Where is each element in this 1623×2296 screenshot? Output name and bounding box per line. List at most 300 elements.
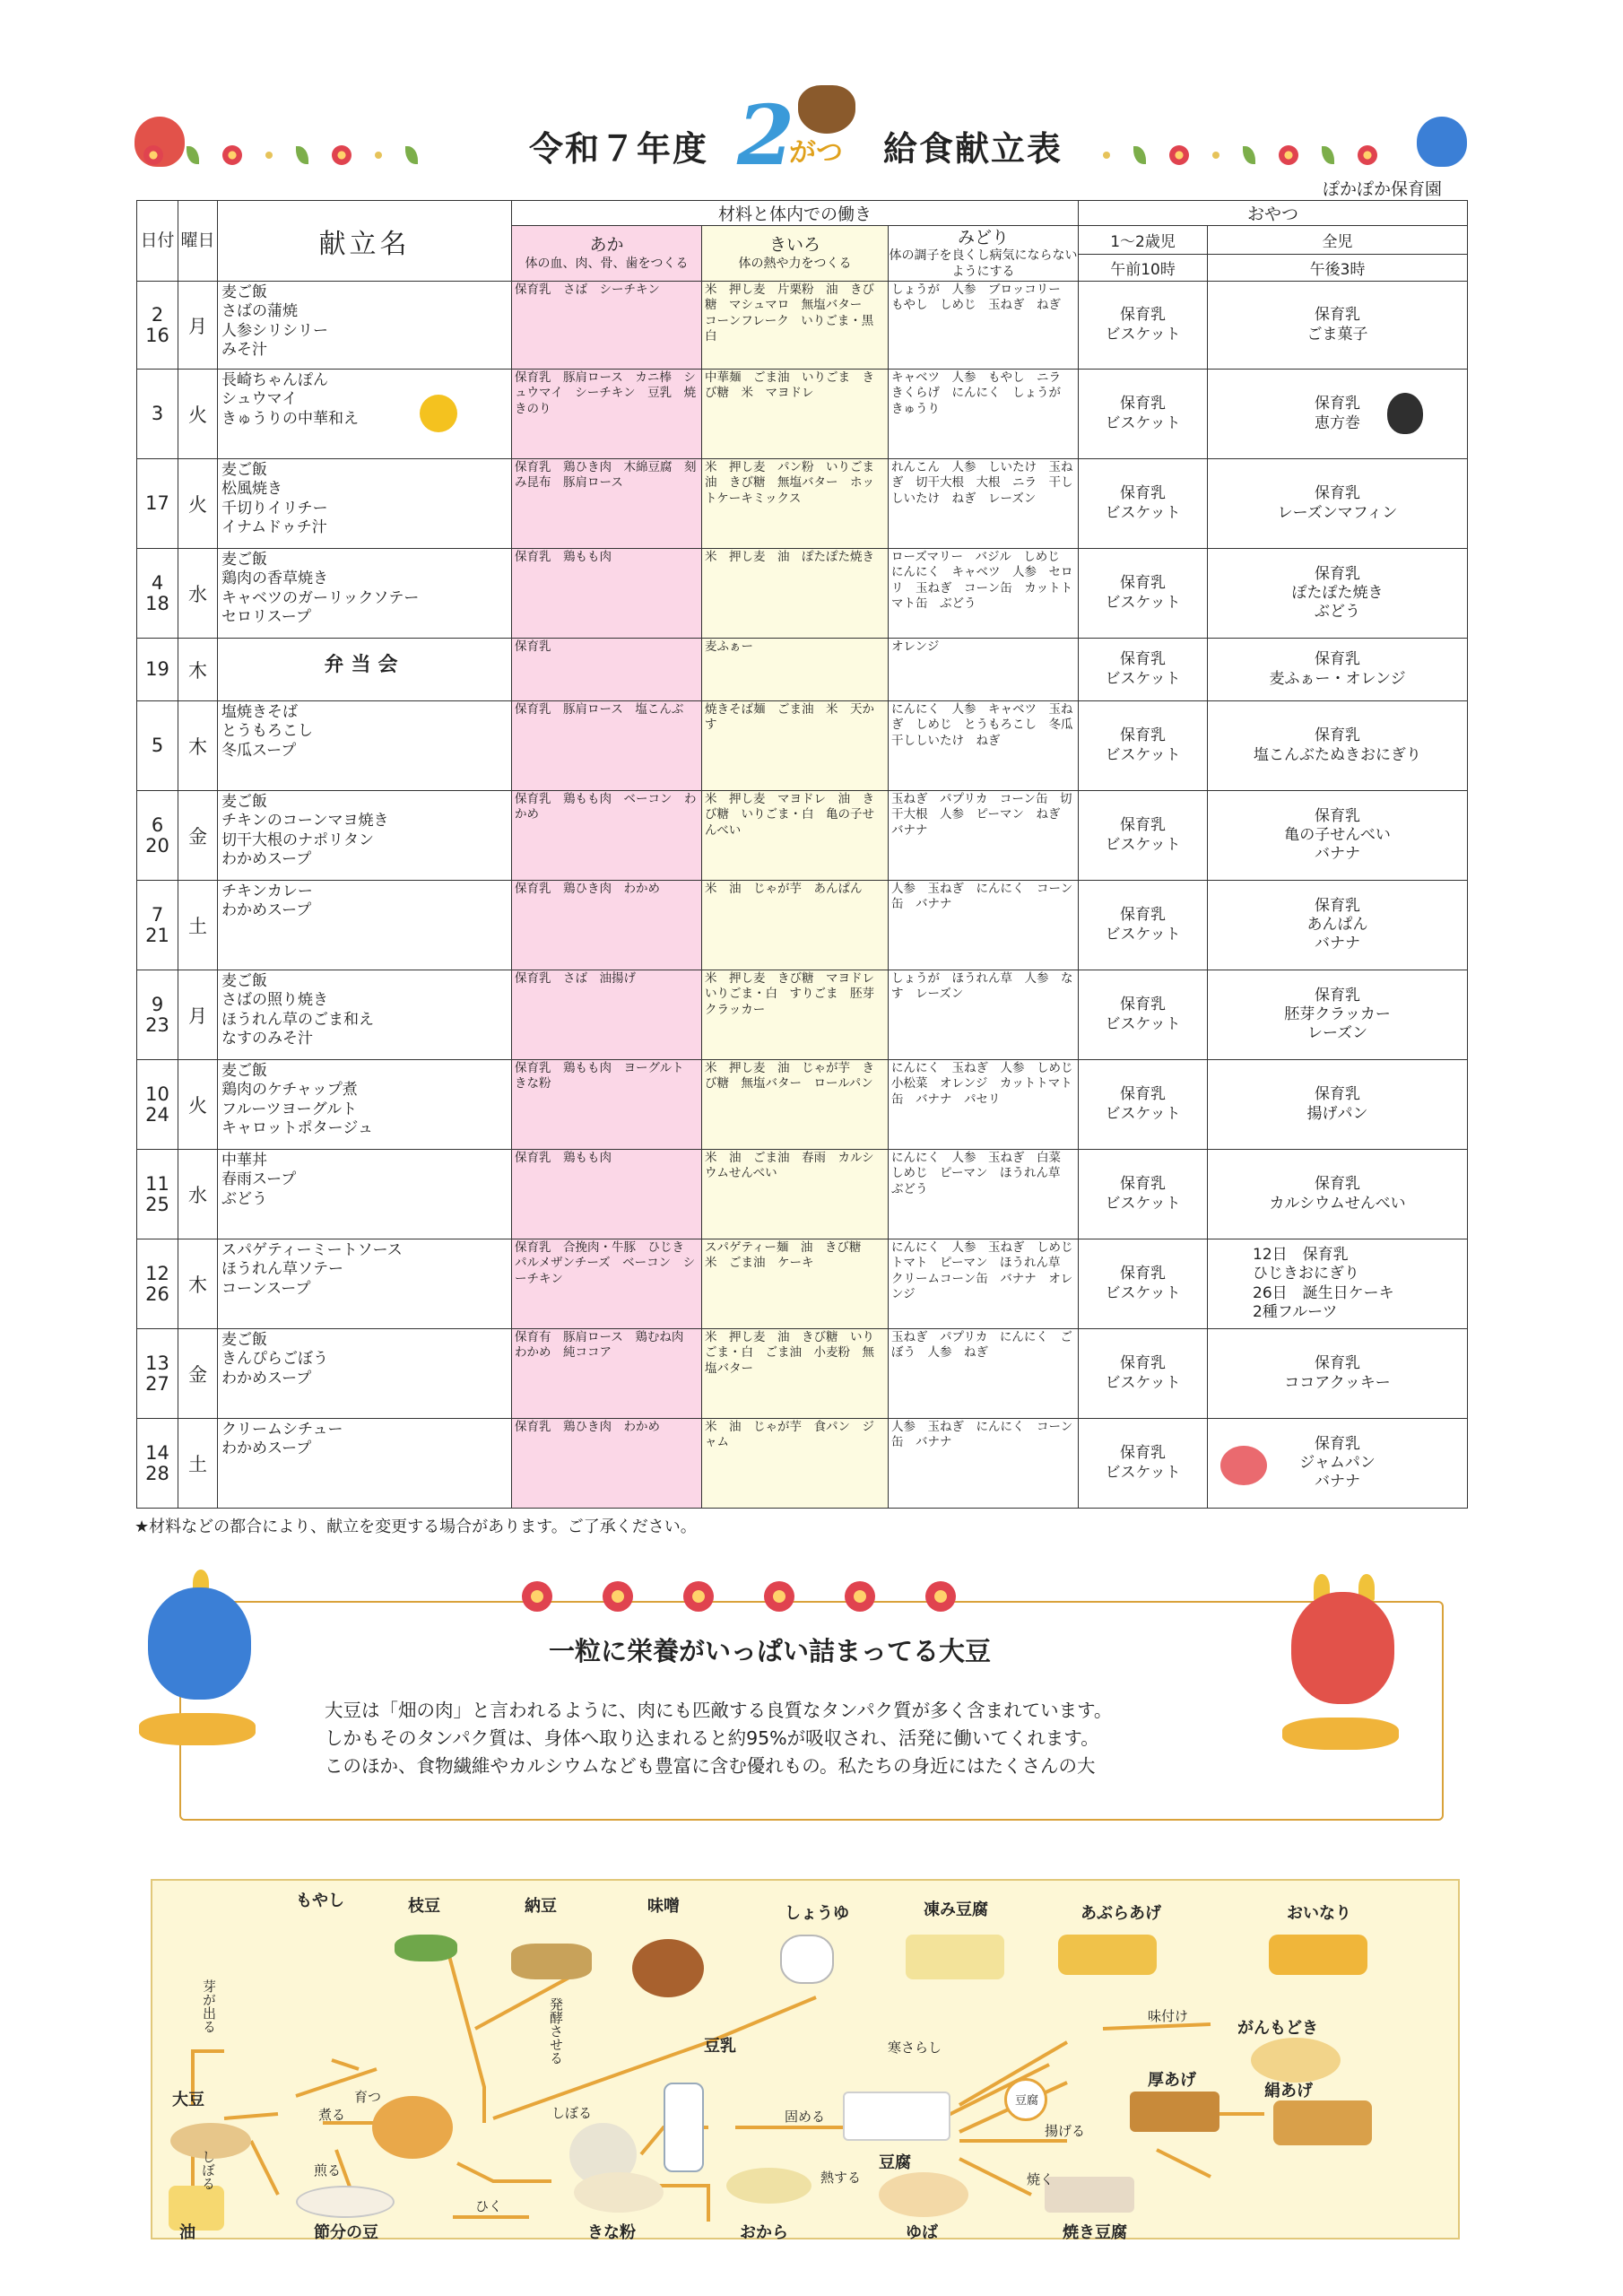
chick-icon <box>420 395 457 432</box>
dishes-cell <box>218 701 512 791</box>
day-number: 17 <box>145 492 169 515</box>
plum-flower-icon <box>1358 145 1377 165</box>
snack-item: ビスケット <box>1105 1104 1181 1123</box>
snack-item: 保育乳 <box>1315 806 1361 825</box>
midori-ingredients-cell: しょうが 人参 ブロッコリー もやし しめじ 玉ねぎ ねぎ <box>889 282 1079 370</box>
day-cell <box>137 791 178 881</box>
plum-flower-icon <box>683 1581 714 1612</box>
tiger-belt-icon <box>1282 1718 1399 1750</box>
snack-item: 保育乳 <box>1120 996 1167 1014</box>
oni-head-icon <box>1291 1592 1394 1704</box>
action-hiku: ひく <box>475 2198 503 2214</box>
dish-name: 冬瓜スープ <box>221 741 297 760</box>
dish-name: 麦ご飯 <box>221 283 267 301</box>
snack-all-cell <box>1208 970 1468 1060</box>
header-aka: あか 体の血、肉、骨、歯をつくる <box>512 226 702 282</box>
header-menu-name: 献立名 <box>218 201 512 282</box>
dish-name: わかめスープ <box>221 849 312 868</box>
dishes-cell <box>218 370 512 459</box>
kiiro-ingredients-cell: 焼きそば麺 ごま油 米 天かす <box>702 701 889 791</box>
snack-item: あんぱん <box>1306 915 1368 934</box>
dow-cell: 月 <box>178 970 218 1060</box>
dish-name: 切干大根のナポリタン <box>221 831 374 849</box>
arrow-line <box>457 2163 551 2181</box>
day-number: 12 <box>145 1263 169 1285</box>
dow-cell: 水 <box>178 549 218 639</box>
article-title: 一粒に栄養がいっぱい詰まってる大豆 <box>549 1636 992 1666</box>
action-shiboru1: しぼる <box>200 2150 216 2190</box>
action-hakko: 発酵させる <box>548 1997 564 2065</box>
menu-row <box>137 370 1468 459</box>
snack-item: 保育乳 <box>1315 986 1361 1004</box>
midori-ingredients-cell: 人参 玉ねぎ にんにく コーン缶 バナナ <box>889 1419 1079 1509</box>
arrow-line <box>959 2159 1031 2195</box>
snack-young-cell <box>1079 791 1208 881</box>
dish-name: 松風焼き <box>221 480 282 499</box>
event-name: 弁当会 <box>324 654 405 676</box>
aka-ingredients-cell: 保育乳 鶏もも肉 <box>512 549 702 639</box>
day-number: 19 <box>145 658 169 681</box>
snack-item: ビスケット <box>1105 835 1181 854</box>
action-kansarashi: 寒さらし <box>888 2039 942 2056</box>
midori-ingredients-cell: 人参 玉ねぎ にんにく コーン缶 バナナ <box>889 881 1079 970</box>
midori-ingredients-cell: にんにく 人参 玉ねぎ 白菜 しめじ ピーマン ほうれん草 ぶどう <box>889 1150 1079 1239</box>
plum-flower-icon <box>1279 145 1298 165</box>
menu-rows <box>137 282 1468 1509</box>
ganmodoki-icon <box>1251 2038 1341 2083</box>
snack-item: レーズンマフィン <box>1277 503 1398 522</box>
kiiro-ingredients-cell: 米 押し麦 油 ぽたぽた焼き <box>702 549 889 639</box>
tiger-belt-icon <box>139 1713 256 1745</box>
kiiro-ingredients-cell: スパゲティー麺 油 きび糖 米 ごま油 ケーキ <box>702 1239 889 1329</box>
arrow-line <box>224 2114 278 2118</box>
pot-icon <box>372 2096 453 2159</box>
dish-name: イナムドゥチ汁 <box>221 517 327 536</box>
heart-bird-icon <box>1220 1446 1267 1485</box>
snack-item: 保育乳 <box>1120 574 1167 593</box>
midori-ingredients-cell: にんにく 玉ねぎ 人参 しめじ 小松菜 オレンジ カットトマト缶 バナナ パセリ <box>889 1060 1079 1150</box>
day-number: 24 <box>145 1103 169 1126</box>
dot-icon <box>375 152 382 159</box>
kiiro-ingredients-cell: 麦ふぁー <box>702 639 889 701</box>
day-cell <box>137 881 178 970</box>
day-cell <box>137 1150 178 1239</box>
snack-all-cell <box>1208 1329 1468 1419</box>
snack-young-cell <box>1079 1419 1208 1509</box>
snack-young-cell <box>1079 549 1208 639</box>
penguin-icon <box>1387 393 1423 434</box>
day-cell <box>137 1239 178 1329</box>
label-yuba: ゆば <box>906 2223 938 2242</box>
leaf-icon <box>187 146 199 164</box>
action-niru: 煮る <box>318 2107 346 2123</box>
snack-item: レーズン <box>1306 1024 1368 1043</box>
snack-item: バナナ <box>1315 1473 1361 1492</box>
day-number: 9 <box>151 994 164 1016</box>
dow-cell: 火 <box>178 370 218 459</box>
snack-young-cell <box>1079 459 1208 549</box>
day-cell <box>137 282 178 370</box>
action-ajitsuke: 味付け <box>1148 2008 1189 2024</box>
dish-name: 麦ご飯 <box>221 972 267 990</box>
action-shiboru2: しぼる <box>551 2105 593 2121</box>
plum-flower-icon <box>143 145 163 165</box>
nursery-name: ぽかぽか保育園 <box>1323 179 1443 199</box>
dow-cell: 水 <box>178 1150 218 1239</box>
blue-oni-icon <box>1417 117 1467 167</box>
snack-all-cell <box>1208 1419 1468 1509</box>
dish-name: きんぴらごぼう <box>221 1350 328 1369</box>
label-natto: 納豆 <box>525 1897 557 1916</box>
kiiro-ingredients-cell: 米 押し麦 油 きび糖 いりごま・白 ごま油 小麦粉 無塩バター <box>702 1329 889 1419</box>
plum-flower-icon <box>764 1581 794 1612</box>
dishes-cell <box>218 970 512 1060</box>
label-miso: 味噌 <box>647 1897 680 1916</box>
dish-name: わかめスープ <box>221 1439 312 1458</box>
menu-row <box>137 791 1468 881</box>
header-decoration-right <box>1103 137 1377 173</box>
aka-ingredients-cell: 保育乳 豚肩ロース 塩こんぶ <box>512 701 702 791</box>
aka-ingredients-cell: 保育乳 鶏ひき肉 わかめ <box>512 1419 702 1509</box>
dow-cell: 木 <box>178 701 218 791</box>
day-cell <box>137 1419 178 1509</box>
article-flowers <box>522 1581 956 1612</box>
leaf-icon <box>296 146 308 164</box>
kinuage-icon <box>1273 2100 1372 2145</box>
arrow-line <box>493 1997 816 2118</box>
aburaage-icon <box>1058 1935 1157 1975</box>
aka-ingredients-cell: 保育乳 <box>512 639 702 701</box>
snack-young-cell <box>1079 1150 1208 1239</box>
edamame-icon <box>395 1935 457 1961</box>
dot-icon <box>1212 152 1219 159</box>
plum-flower-icon <box>332 145 352 165</box>
header-snack-young: 1～2歳児 <box>1079 226 1208 255</box>
dish-name: フルーツヨーグルト <box>221 1100 358 1118</box>
dish-name: 麦ご飯 <box>221 461 267 479</box>
day-number: 6 <box>151 814 164 837</box>
snack-item: 保育乳 <box>1315 306 1361 325</box>
dish-name: 春雨スープ <box>221 1170 297 1189</box>
kiiro-ingredients-cell: 米 油 じゃが芋 あんぱん <box>702 881 889 970</box>
snack-item: ぽたぽた焼き <box>1291 583 1384 602</box>
snack-item: 恵方巻 <box>1315 413 1361 432</box>
dish-name: 人参シリシリー <box>221 321 328 340</box>
label-daizu: 大豆 <box>172 2091 204 2109</box>
snack-item: 亀の子せんべい <box>1284 825 1391 844</box>
snack-item: 保育乳 <box>1315 484 1361 503</box>
snack-item: バナナ <box>1315 935 1361 953</box>
snack-item: ビスケット <box>1105 1194 1181 1213</box>
atsuage-icon <box>1130 2092 1219 2132</box>
label-abura: あぶらあげ <box>1081 1904 1161 1923</box>
midori-ingredients-cell: しょうが ほうれん草 人参 なす レーズン <box>889 970 1079 1060</box>
snack-item: 保育乳 <box>1120 1354 1167 1373</box>
snack-young-cell <box>1079 970 1208 1060</box>
day-number: 3 <box>151 403 164 425</box>
snack-item: 揚げパン <box>1306 1104 1368 1123</box>
dish-name: シュウマイ <box>221 390 298 409</box>
arrow-line <box>448 1952 484 2123</box>
oni-mascot-icon <box>798 85 855 134</box>
action-katameru: 固める <box>785 2109 826 2125</box>
leaf-icon <box>1243 146 1255 164</box>
dish-name: 長崎ちゃんぽん <box>221 371 328 389</box>
soymilk-bottle-icon <box>664 2083 704 2172</box>
aka-ingredients-cell: 保育乳 合挽肉・牛豚 ひじき パルメザンチーズ ベーコン シーチキン <box>512 1239 702 1329</box>
snack-item: 胚芽クラッカー <box>1284 1004 1391 1023</box>
snack-item: ビスケット <box>1105 1463 1181 1482</box>
dot-icon <box>265 152 273 159</box>
snack-item: 塩こんぶたぬきおにぎり <box>1254 745 1422 764</box>
midori-ingredients-cell: キャベツ 人参 もやし ニラ きくらげ にんにく しょうが きゅうり <box>889 370 1079 459</box>
day-number: 13 <box>145 1352 169 1375</box>
plum-flower-icon <box>222 145 242 165</box>
snack-young-cell <box>1079 701 1208 791</box>
aka-ingredients-cell: 保育有 豚肩ロース 鶏むね肉 わかめ 純ココア <box>512 1329 702 1419</box>
dishes-cell <box>218 459 512 549</box>
article-line: 大豆は「畑の肉」と言われるように、肉にも匹敵する良質なタンパク質が多く含まれています。 <box>325 1700 1113 1721</box>
dish-name: 麦ご飯 <box>221 1062 267 1080</box>
koya-tofu-icon <box>906 1935 1004 1979</box>
dishes-cell <box>218 1060 512 1150</box>
leaf-icon <box>1133 146 1146 164</box>
day-number: 4 <box>151 572 164 595</box>
day-cell <box>137 639 178 701</box>
header-snack-all: 全児 <box>1208 226 1468 255</box>
month-kana: がつ <box>789 137 843 169</box>
title-main: 給食献立表 <box>883 129 1063 169</box>
title-year: 令和７年度 <box>529 129 709 169</box>
soybean-product-chart <box>151 1879 1460 2242</box>
dish-name: みそ汁 <box>221 340 267 359</box>
snack-item: ビスケット <box>1105 1283 1181 1302</box>
midori-ingredients-cell: オレンジ <box>889 639 1079 701</box>
day-cell <box>137 970 178 1060</box>
label-setsubun: 節分の豆 <box>314 2223 378 2242</box>
snack-all-cell <box>1208 370 1468 459</box>
label-oinari: おいなり <box>1287 1904 1351 1923</box>
snack-item: 保育乳 <box>1315 395 1361 413</box>
dow-cell: 金 <box>178 791 218 881</box>
dow-cell: 火 <box>178 459 218 549</box>
day-cell <box>137 1329 178 1419</box>
dow-cell: 土 <box>178 881 218 970</box>
kiiro-ingredients-cell: 米 押し麦 パン粉 いりごま 油 きび糖 無塩バター ホットケーキミックス <box>702 459 889 549</box>
day-cell <box>137 549 178 639</box>
menu-row <box>137 1419 1468 1509</box>
soy-sauce-icon <box>780 1935 834 1984</box>
snack-item: ごま菓子 <box>1306 325 1368 344</box>
kinako-icon <box>574 2172 664 2213</box>
action-iru: 煎る <box>314 2162 342 2179</box>
snack-item: ビスケット <box>1105 413 1181 432</box>
dish-name: とうもろこし <box>221 722 313 741</box>
snack-all-cell <box>1208 881 1468 970</box>
snack-item: 保育乳 <box>1120 650 1167 669</box>
tofu-icon <box>843 2092 950 2141</box>
dish-name: 中華丼 <box>221 1152 267 1170</box>
dishes-cell <box>218 791 512 881</box>
snack-item: ビスケット <box>1105 925 1181 944</box>
red-oni-illustration <box>1273 1574 1408 1753</box>
month-number: 2 <box>737 87 795 184</box>
snack-item: ひじきおにぎり <box>1253 1265 1360 1283</box>
snack-young-cell <box>1079 1329 1208 1419</box>
midori-ingredients-cell: にんにく 人参 玉ねぎ しめじ トマト ピーマン ほうれん草 クリームコーン缶 バナナ オレンジ <box>889 1239 1079 1329</box>
day-number: 20 <box>145 834 169 857</box>
month-badge <box>735 85 870 184</box>
dish-name: 鶏肉の香草焼き <box>221 570 328 588</box>
midori-ingredients-cell: にんにく 人参 キャベツ 玉ねぎ しめじ とうもろこし 冬瓜 干ししいたけ ねぎ <box>889 701 1079 791</box>
snack-item: ジャムパン <box>1299 1453 1376 1472</box>
dish-name: クリームシチュー <box>221 1421 343 1439</box>
snack-item: バナナ <box>1315 845 1361 864</box>
yuba-icon <box>879 2172 968 2217</box>
dish-name: キャロットポタージュ <box>221 1118 373 1137</box>
label-moyashi: もやし <box>296 1892 344 1910</box>
day-number: 5 <box>151 735 164 757</box>
miso-pot-icon <box>632 1939 704 1997</box>
article-body <box>325 1697 1356 1779</box>
day-cell <box>137 370 178 459</box>
snack-young-cell <box>1079 1239 1208 1329</box>
day-cell <box>137 459 178 549</box>
menu-row <box>137 459 1468 549</box>
plum-flower-icon <box>603 1581 633 1612</box>
leaf-icon <box>405 146 418 164</box>
action-me: 芽が出る <box>201 1979 217 2033</box>
label-edamame: 枝豆 <box>408 1897 440 1916</box>
menu-row <box>137 881 1468 970</box>
header-dow: 曜日 <box>178 201 218 282</box>
soybean-article <box>179 1601 1444 1821</box>
snack-item: ビスケット <box>1105 1014 1181 1033</box>
snack-item: 保育乳 <box>1315 1085 1361 1104</box>
header-snack: おやつ <box>1079 201 1468 226</box>
midori-ingredients-cell: れんこん 人参 しいたけ 玉ねぎ 切干大根 大根 ニラ 干ししいたけ ねぎ レーズン <box>889 459 1079 549</box>
midori-ingredients-cell: ローズマリー バジル しめじ にんにく キャベツ 人参 セロリ 玉ねぎ コーン缶 カットトマト缶 ぶどう <box>889 549 1079 639</box>
header-snack-all-time: 午後3時 <box>1208 255 1468 282</box>
snack-item: ぶどう <box>1315 603 1361 622</box>
menu-row <box>137 1060 1468 1150</box>
snack-item: ビスケット <box>1105 669 1181 688</box>
menu-row <box>137 1150 1468 1239</box>
action-sodatsu: 育つ <box>354 2089 382 2105</box>
oinari-icon <box>1269 1935 1367 1975</box>
label-tofu: 豆腐 <box>879 2153 911 2172</box>
day-number: 27 <box>145 1372 169 1395</box>
label-koya: 凍み豆腐 <box>924 1900 988 1919</box>
aka-ingredients-cell: 保育乳 鶏ひき肉 木綿豆腐 刻み昆布 豚肩ロース <box>512 459 702 549</box>
dishes-cell <box>218 1329 512 1419</box>
dish-name: 鶏肉のケチャップ煮 <box>221 1081 358 1100</box>
page-title <box>529 85 1085 184</box>
snack-item: 保育乳 <box>1120 484 1167 503</box>
arrow-line <box>251 2141 278 2195</box>
header-materials: 材料と体内での働き <box>512 201 1079 226</box>
kiiro-ingredients-cell: 米 押し麦 片栗粉 油 きび糖 マシュマロ 無塩バター コーンフレーク いりごま・黒白 <box>702 282 889 370</box>
snack-item: 保育乳 <box>1120 1444 1167 1463</box>
snack-all-cell <box>1208 639 1468 701</box>
menu-row <box>137 970 1468 1060</box>
dish-name: 麦ご飯 <box>221 793 267 811</box>
snack-item: 2種フルーツ <box>1253 1302 1338 1321</box>
badge-text: 豆腐 <box>1015 2094 1039 2108</box>
day-number: 23 <box>145 1013 169 1036</box>
snack-all-cell <box>1208 1150 1468 1239</box>
snack-item: ビスケット <box>1105 325 1181 344</box>
dish-name: チキンのコーンマヨ焼き <box>221 812 389 831</box>
kiiro-ingredients-cell: 米 押し麦 マヨドレ 油 きび糖 いりごま・白 亀の子せんべい <box>702 791 889 881</box>
arrow-line <box>332 2060 359 2069</box>
snack-young-cell <box>1079 881 1208 970</box>
oil-cup-icon <box>169 2186 224 2231</box>
okara-icon <box>726 2168 812 2204</box>
plum-flower-icon <box>1169 145 1189 165</box>
aka-ingredients-cell: 保育乳 鶏もも肉 <box>512 1150 702 1239</box>
snack-all-cell <box>1208 282 1468 370</box>
dish-name: わかめスープ <box>221 1369 312 1387</box>
dow-cell: 金 <box>178 1329 218 1419</box>
day-cell <box>137 701 178 791</box>
menu-row <box>137 639 1468 701</box>
page-header <box>135 85 1471 184</box>
article-line: このほか、食物繊維やカルシウムなども豊富に含む優れもの。私たちの身近にはたくさんの大 <box>325 1754 1096 1777</box>
header-decoration-left <box>143 137 418 173</box>
menu-row <box>137 701 1468 791</box>
dishes-cell <box>218 639 512 701</box>
menu-table <box>136 200 1468 1509</box>
snack-item: 保育乳 <box>1120 306 1167 325</box>
day-number: 25 <box>145 1193 169 1215</box>
label-kinako: きな粉 <box>587 2223 636 2242</box>
snack-all-cell <box>1208 1239 1468 1329</box>
dot-icon <box>1103 152 1110 159</box>
dish-name: 千切りイリチー <box>221 499 328 517</box>
kiiro-ingredients-cell: 中華麺 ごま油 いりごま きび糖 米 マヨドレ <box>702 370 889 459</box>
snack-item: ビスケット <box>1105 745 1181 764</box>
change-notice: ★材料などの都合により、献立を変更する場合があります。ご了承ください。 <box>135 1518 697 1536</box>
menu-row <box>137 549 1468 639</box>
menu-row <box>137 282 1468 370</box>
snack-item: 保育乳 <box>1120 1175 1167 1194</box>
snack-young-cell <box>1079 1060 1208 1150</box>
dishes-cell <box>218 282 512 370</box>
label-ganmo: がんもどき <box>1237 2019 1318 2038</box>
natto-icon <box>511 1944 592 1979</box>
dow-cell: 木 <box>178 639 218 701</box>
kiiro-ingredients-cell: 米 押し麦 油 じゃが芋 きび糖 無塩バター ロールパン <box>702 1060 889 1150</box>
dish-name: さばの蒲焼 <box>221 302 298 321</box>
header-kiiro: きいろ 体の熱や力をつくる <box>702 226 889 282</box>
day-number: 14 <box>145 1442 169 1465</box>
aka-ingredients-cell: 保育乳 鶏もも肉 ベーコン わかめ <box>512 791 702 881</box>
snack-all-cell <box>1208 701 1468 791</box>
dish-name: なすのみそ汁 <box>221 1029 313 1048</box>
dish-name: わかめスープ <box>221 901 312 920</box>
snack-item: 保育乳 <box>1120 816 1167 835</box>
label-shoyu: しょうゆ <box>785 1904 849 1923</box>
snack-young-cell <box>1079 639 1208 701</box>
midori-ingredients-cell: 玉ねぎ パプリカ にんにく ごぼう 人参 ねぎ <box>889 1329 1079 1419</box>
snack-item: 保育乳 <box>1120 726 1167 745</box>
oni-head-icon <box>148 1587 251 1700</box>
dish-name: キャベツのガーリックソテー <box>221 588 420 607</box>
snack-item: 保育乳 <box>1315 726 1361 745</box>
dish-name: コーンスープ <box>221 1279 311 1298</box>
day-number: 16 <box>145 324 169 346</box>
